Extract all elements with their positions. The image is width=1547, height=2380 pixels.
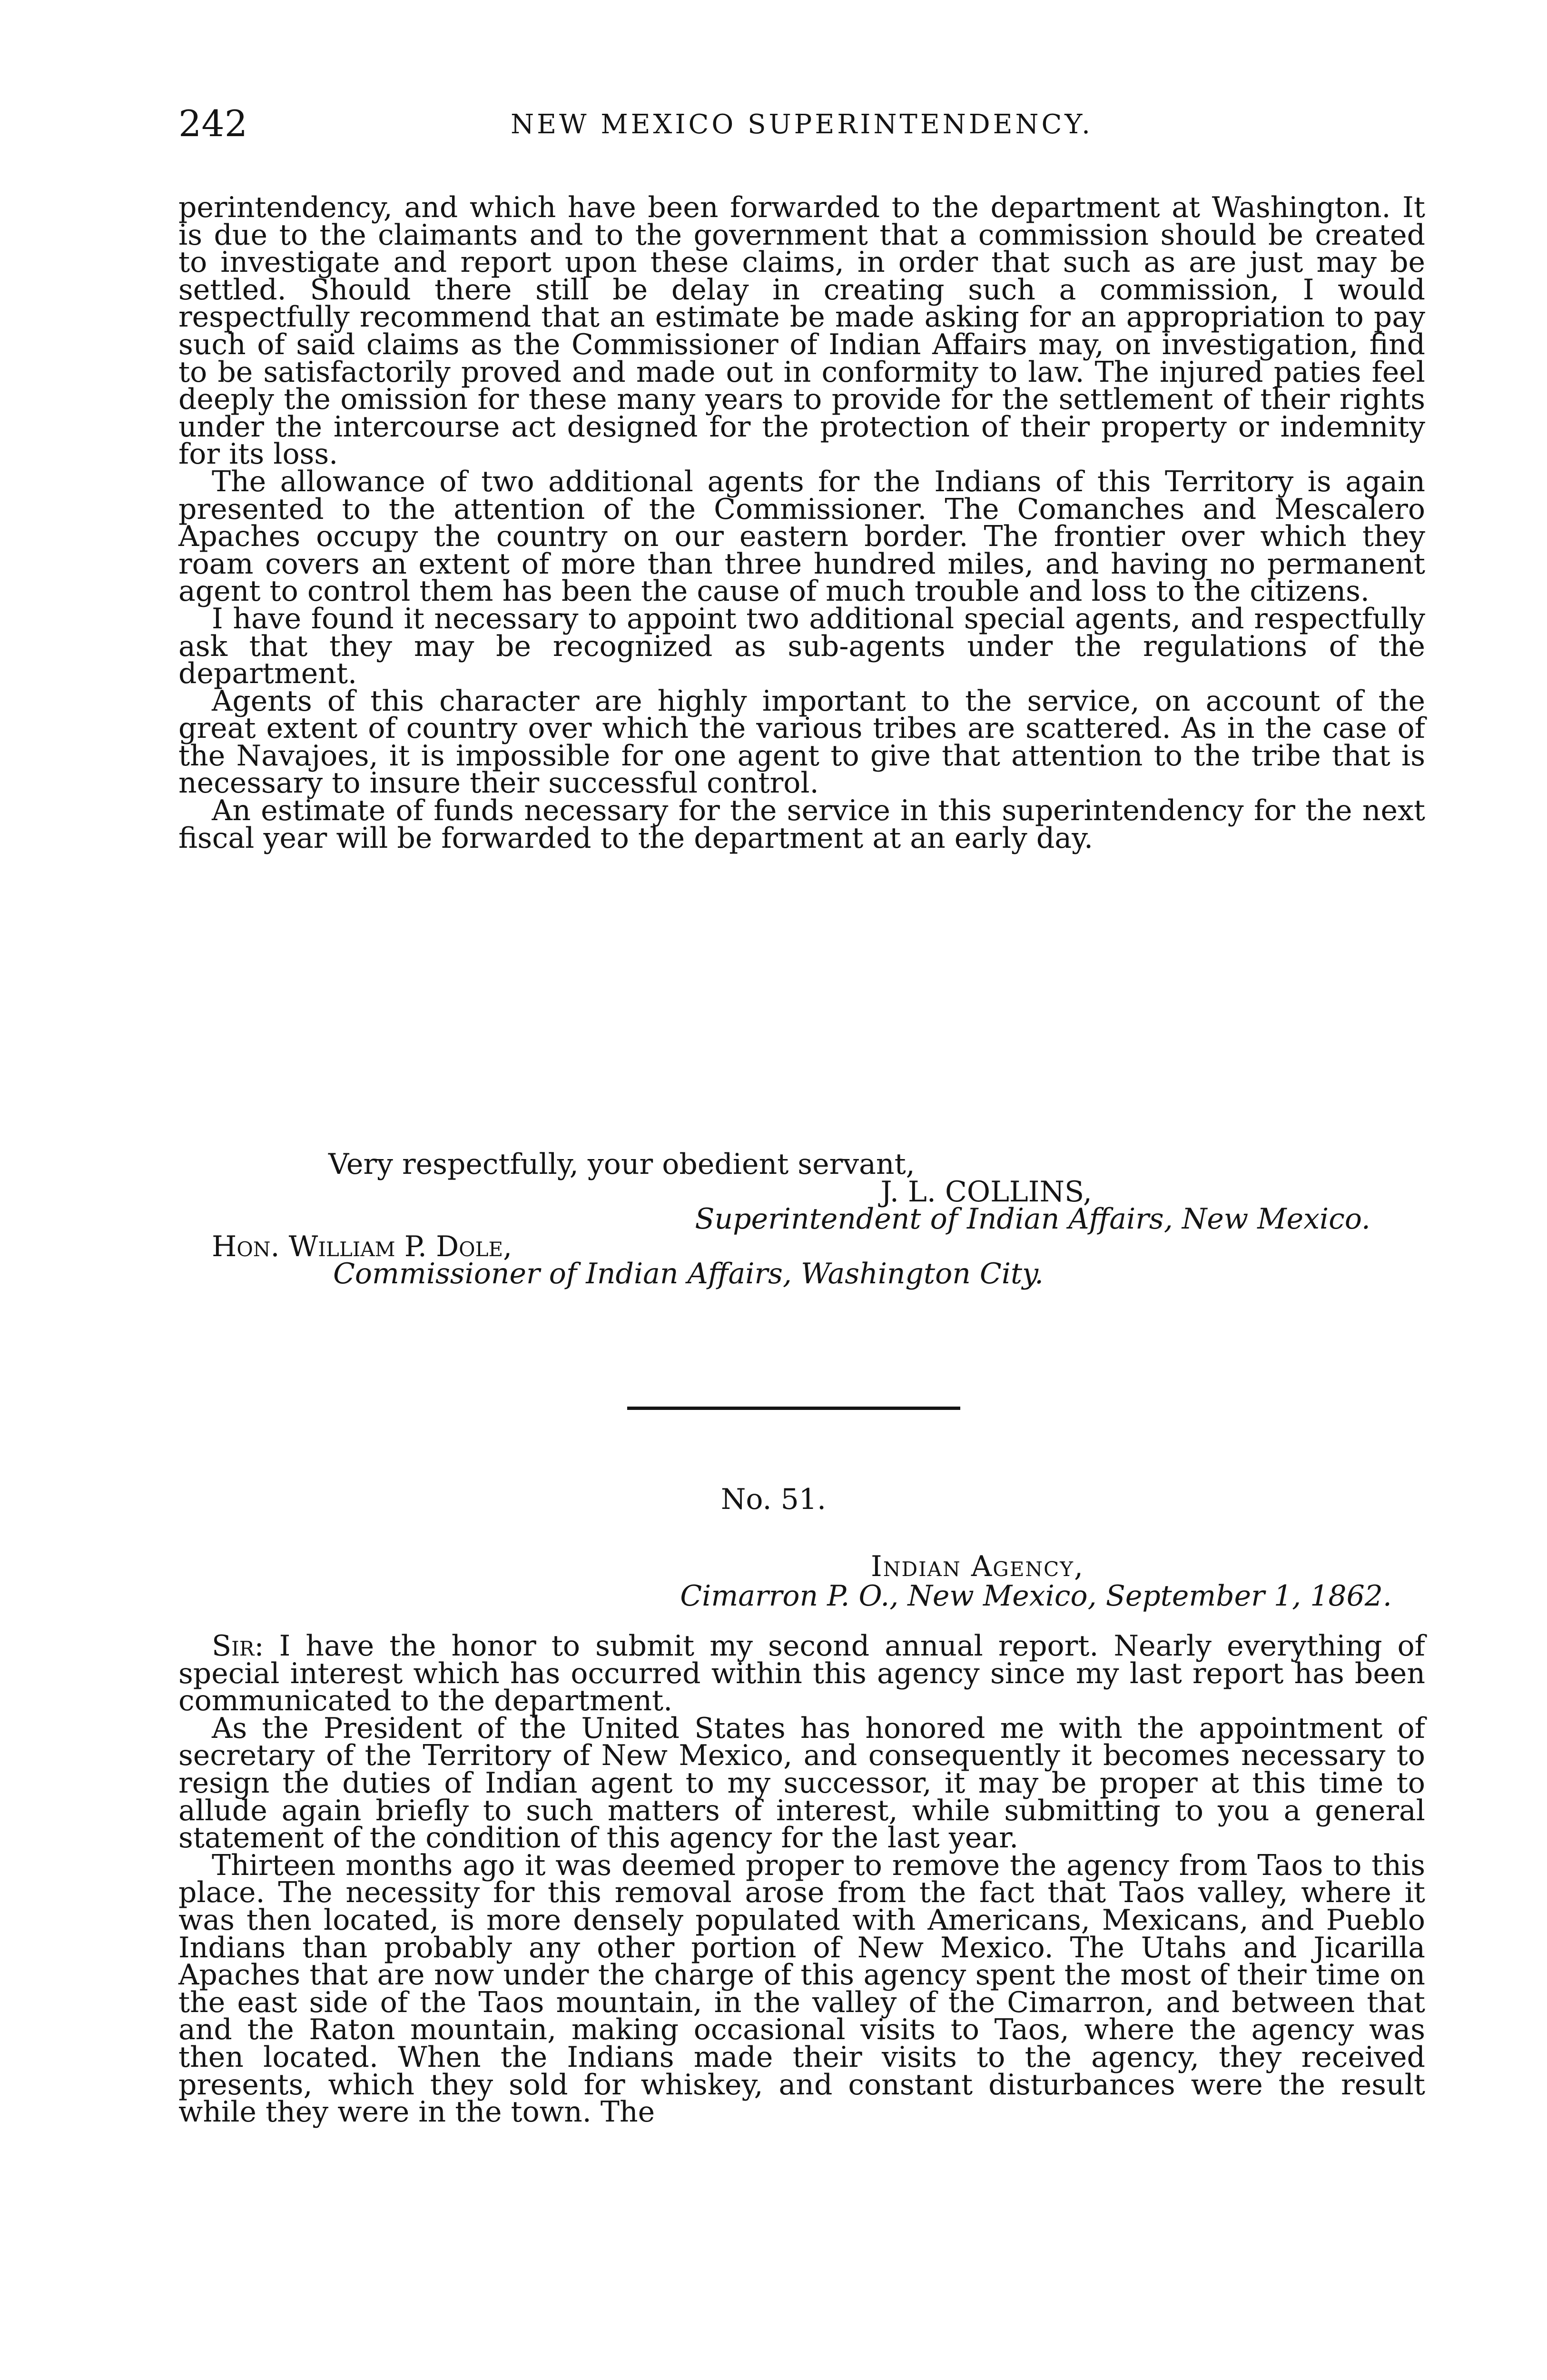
addressee xyxy=(178,1230,1425,1263)
salutation: Sir: xyxy=(212,1629,264,1663)
heading-agency: Indian Agency, xyxy=(871,1550,1084,1583)
heading-place-date: Cimarron P. O., New Mexico, September 1, 1862. xyxy=(680,1579,1392,1613)
section-divider xyxy=(627,1407,960,1410)
paragraph-text: I have the honor to submit my second annual report. Nearly everything of special interest which has occurred within this agency since my last report has been communicated to the department. xyxy=(178,1629,1426,1718)
body-paragraph: As the President of the United States has honored me with the appointment of secretary of the Territory of New Mexico, and consequently it becomes necessary to resign the duties of Indian agent to my successor, it may be proper at this time to allude again briefly to such matters of interest, while submitting to you a general statement of the condition of this agency for the last year. xyxy=(178,1711,1425,1855)
addressee-title: Commissioner of Indian Affairs, Washington City. xyxy=(333,1257,1044,1291)
page-number: 242 xyxy=(178,102,248,145)
body-paragraph: Thirteen months ago it was deemed proper to remove the agency from Taos to this place. The necessity for this removal arose from the fact that Taos valley, where it was then located, is more densely populated with Americans, Mexicans, and Pueblo Indians than probably any other portion of New Mexico. The Utahs and Jicarilla Apaches that are now under the charge of this agency spent the most of their time on the east side of the Taos mountain, in the valley of the Cimarron, and between that and the Raton mountain, making occasional visits to Taos, where the agency was then located. When the Indians made their visits to the agency, they received presents, which they sold for whiskey, and constant disturbances were the result while they were in the town. The xyxy=(178,1848,1425,2129)
report-body xyxy=(178,1629,1426,2129)
body-paragraph: Agents of this character are highly important to the service, on account of the great extent of country over which the various tribes are scattered. As in the case of the Navajoes, it is impossible for one agent to give that attention to the tribe that is necessary to insure their successful control. xyxy=(178,684,1425,800)
page-header xyxy=(178,102,1425,155)
body-paragraph: The allowance of two additional agents for the Indians of this Territory is again presented to the attention of the Commissioner. The Comanches and Mescalero Apaches occupy the country on our eastern border. The frontier over which they roam covers an extent of more than three hundred miles, and having no permanent agent to control them has been the cause of much trouble and loss to the citizens. xyxy=(178,465,1425,608)
body-paragraph xyxy=(178,1629,1426,1718)
letter-heading xyxy=(178,1552,1425,1611)
complimentary-close: Very respectfully, your obedient servant, xyxy=(328,1148,915,1181)
letter-body xyxy=(178,191,1425,855)
document-number: No. 51. xyxy=(720,1483,827,1516)
signature-name: J. L. COLLINS, xyxy=(880,1175,1092,1209)
body-paragraph: perintendency, and which have been forwarded to the department at Washington. It is due to the claimants and to the government that a commission should be created to investigate and report upon these claims, in order that such as are just may be settled. Should there still be delay in creating such a commission, I would respectfully recommend that an estimate be made asking for an appropriation to pay such of said claims as the Commissioner of Indian Affairs may, on investigation, find to be satisfactorily proved and made out in conformity to law. The injured paties feel deeply the omission for these many years to provide for the settlement of their rights under the intercourse act designed for the protection of their property or indemnity for its loss. xyxy=(178,191,1425,471)
body-paragraph: An estimate of funds necessary for the service in this superintendency for the next fiscal year will be forwarded to the department at an early day. xyxy=(178,794,1425,855)
body-paragraph: I have found it necessary to appoint two additional special agents, and respectfully ask that they may be recognized as sub-agents under the regulations of the department. xyxy=(178,602,1425,691)
addressee-name: William P. Dole, xyxy=(288,1230,512,1263)
addressee-prefix: Hon. xyxy=(212,1230,280,1263)
letter-closing xyxy=(178,1148,1425,1291)
signature-title: Superintendent of Indian Affairs, New Mexico. xyxy=(695,1202,1370,1236)
running-head: NEW MEXICO SUPERINTENDENCY. xyxy=(511,109,1093,140)
